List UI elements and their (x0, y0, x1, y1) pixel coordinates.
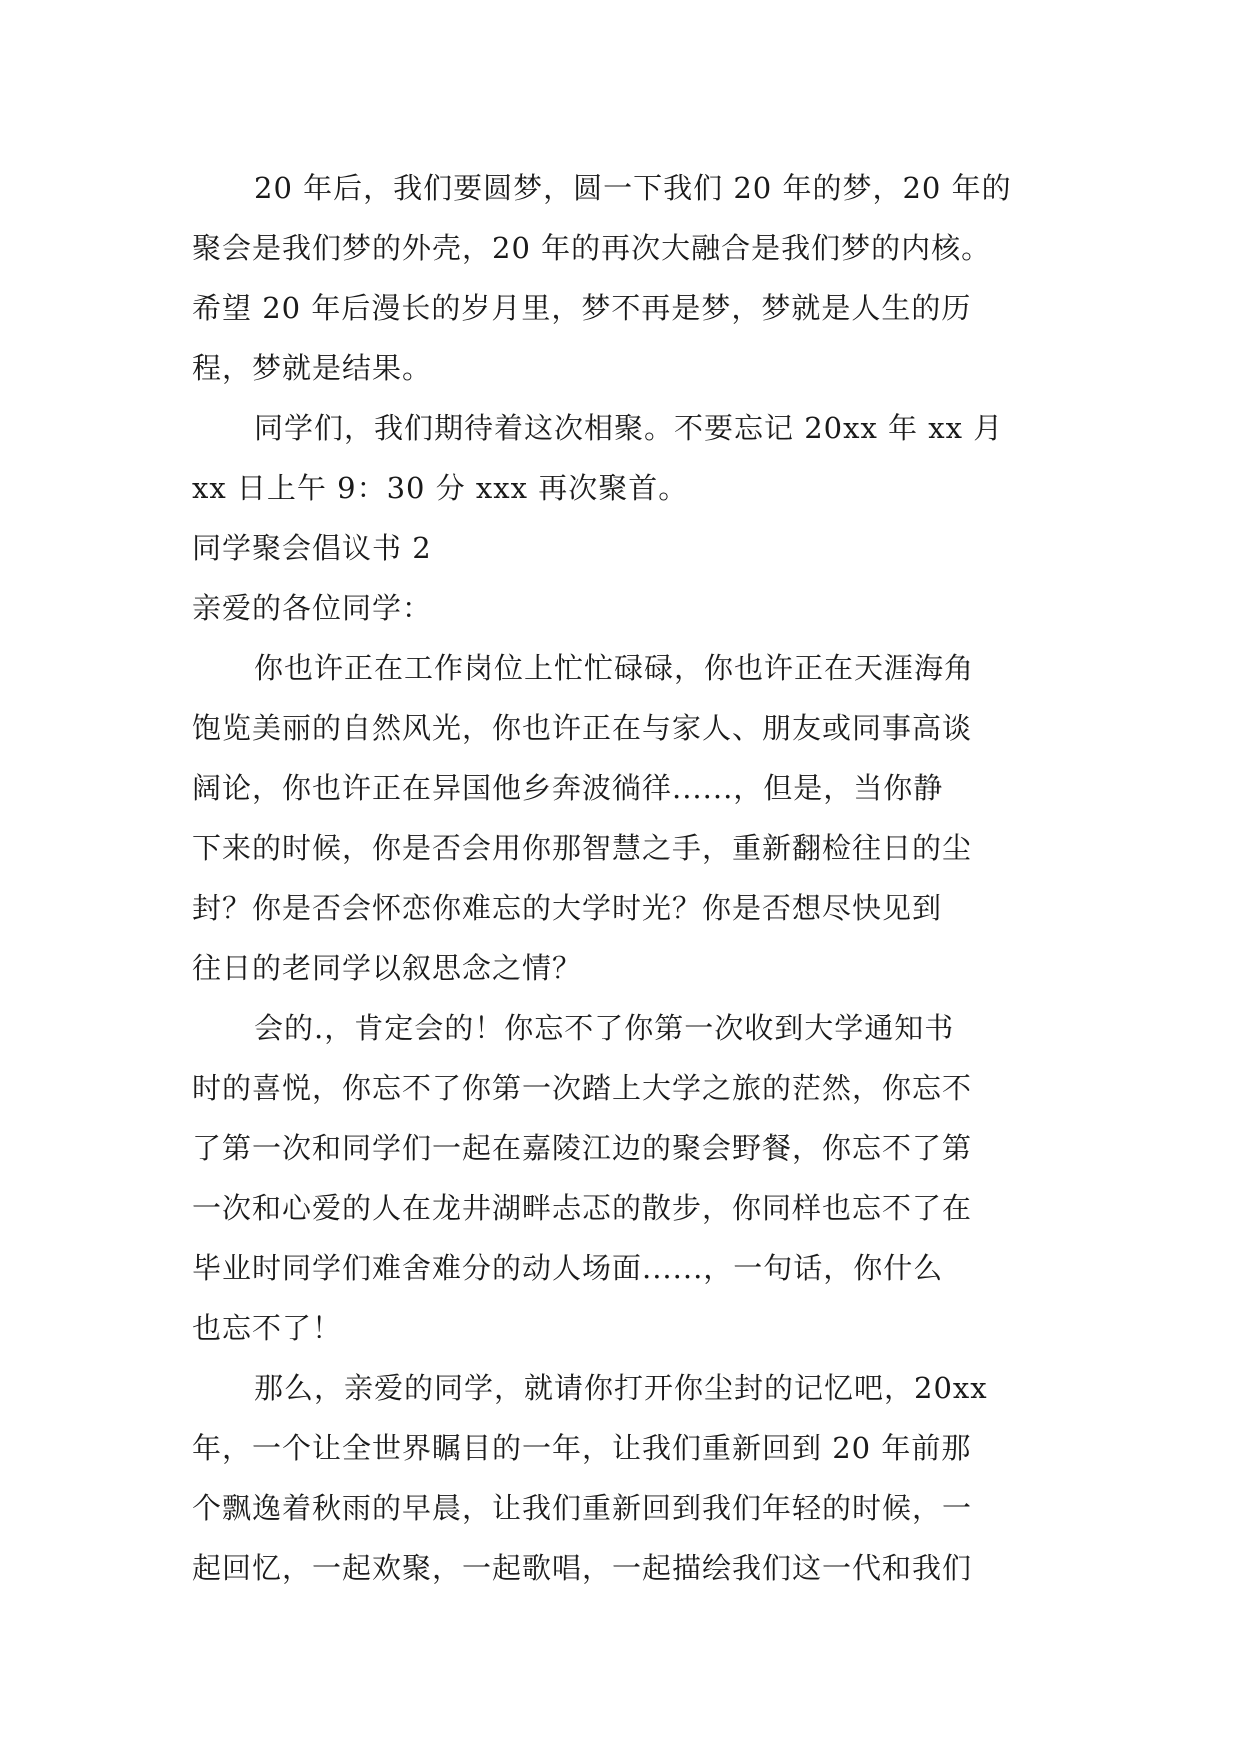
text-line: 那么，亲爱的同学，就请你打开你尘封的记忆吧，20xx (254, 1371, 988, 1405)
text-line: 阔论，你也许正在异国他乡奔波徜徉......，但是，当你静 (192, 771, 944, 805)
text-line: 你也许正在工作岗位上忙忙碌碌，你也许正在天涯海角 (254, 651, 975, 685)
text-line: 也忘不了！ (192, 1311, 343, 1345)
salutation: 亲爱的各位同学： (192, 591, 433, 625)
text-line: 同学们，我们期待着这次相聚。不要忘记 20xx 年 xx 月 (254, 411, 1004, 445)
document-body (192, 158, 1052, 1598)
text-line: 封？你是否会怀恋你难忘的大学时光？你是否想尽快见到 (192, 891, 943, 925)
text-line: 下来的时候，你是否会用你那智慧之手，重新翻检往日的尘 (192, 831, 973, 865)
text-line: 聚会是我们梦的外壳，20 年的再次大融合是我们梦的内核。 (192, 231, 992, 265)
text-line: 了第一次和同学们一起在嘉陵江边的聚会野餐，你忘不了第 (192, 1131, 973, 1165)
text-line: 个飘逸着秋雨的早晨，让我们重新回到我们年轻的时候，一 (192, 1491, 973, 1525)
text-line: 程，梦就是结果。 (192, 351, 433, 385)
text-line: 往日的老同学以叙思念之情？ (192, 951, 583, 985)
text-line: 一次和心爱的人在龙井湖畔忐忑的散步，你同样也忘不了在 (192, 1191, 973, 1225)
text-line: 年，一个让全世界瞩目的一年，让我们重新回到 20 年前那 (192, 1431, 972, 1465)
text-line: xx 日上午 9：30 分 xxx 再次聚首。 (192, 471, 689, 505)
text-line: 时的喜悦，你忘不了你第一次踏上大学之旅的茫然，你忘不 (192, 1071, 973, 1105)
text-line: 会的.，肯定会的！你忘不了你第一次收到大学通知书 (254, 1011, 955, 1045)
text-line: 饱览美丽的自然风光，你也许正在与家人、朋友或同事高谈 (192, 711, 973, 745)
text-line: 20 年后，我们要圆梦，圆一下我们 20 年的梦，20 年的 (254, 171, 1012, 205)
text-line: 毕业时同学们难舍难分的动人场面......，一句话，你什么 (192, 1251, 944, 1285)
section-heading: 同学聚会倡议书 2 (192, 531, 432, 565)
text-line: 起回忆，一起欢聚，一起歌唱，一起描绘我们这一代和我们 (192, 1551, 973, 1585)
text-line: 希望 20 年后漫长的岁月里，梦不再是梦，梦就是人生的历 (192, 291, 972, 325)
